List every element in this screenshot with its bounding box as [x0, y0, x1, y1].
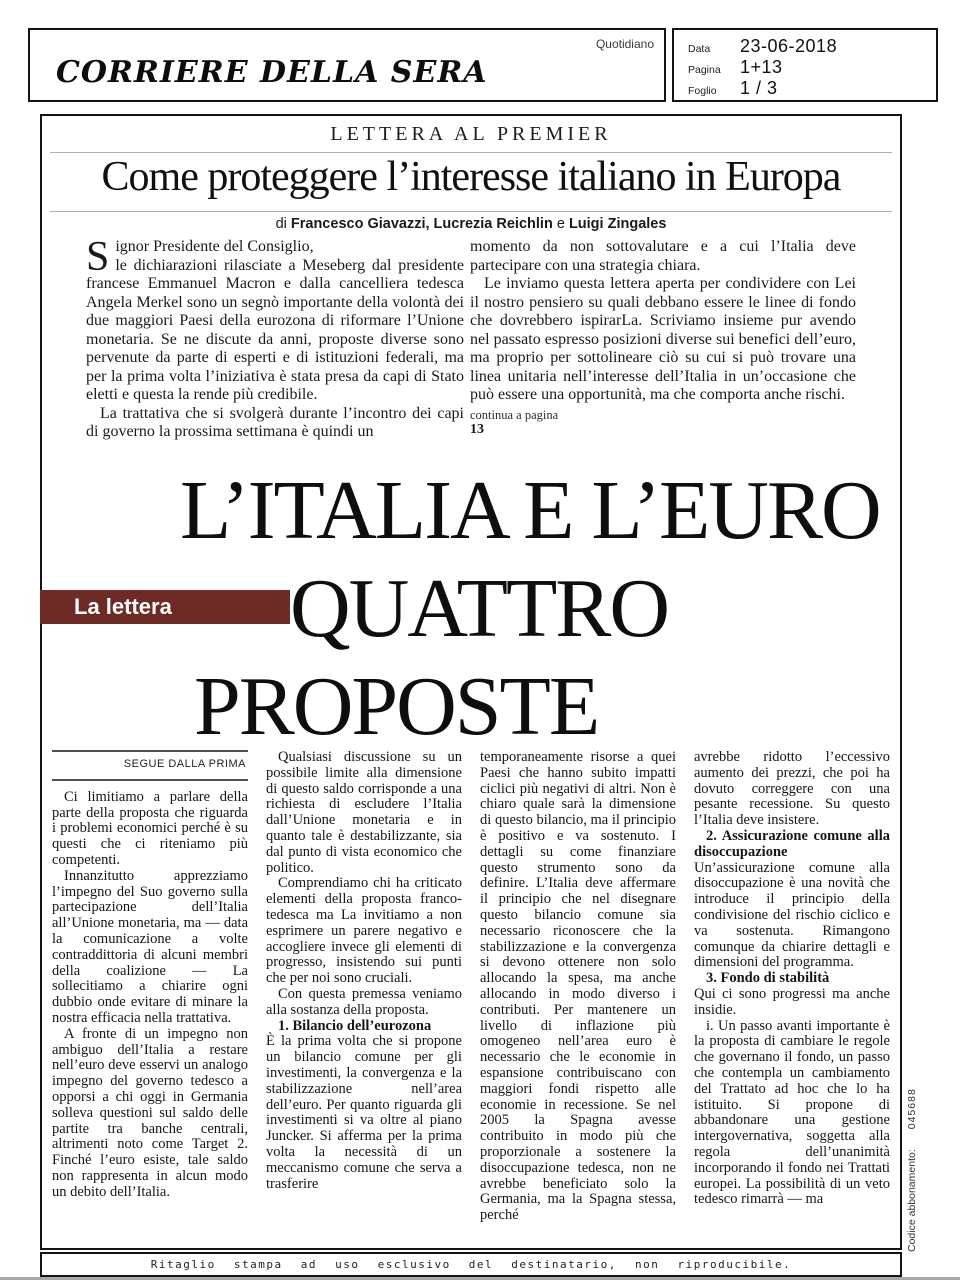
intro-column-2 — [470, 238, 856, 466]
meta-row-data — [688, 36, 936, 57]
article-clip-frame — [40, 114, 902, 1250]
feature-headline-line-3: PROPOSTE — [194, 660, 599, 753]
subscription-code-label: Codice abbonamento: — [906, 1149, 918, 1252]
body-column-1 — [52, 750, 248, 1250]
body-column-3 — [480, 750, 676, 1250]
ritaglio-stampa-notice: Ritaglio stampa ad uso esclusivo del destinatario, non riproducibile. — [40, 1252, 902, 1277]
byline-author-2: Luigi Zingales — [568, 216, 667, 232]
body-paragraph: Qui ci sono progressi ma anche insidie. — [694, 985, 890, 1018]
section-tag-bar — [40, 590, 290, 624]
segue-dalla-prima-label: SEGUE DALLA PRIMA — [52, 750, 248, 781]
continua-page-number: 13 — [470, 421, 484, 437]
subhead-assicurazione-comune: 2. Assicurazione comune alla disoccupazione — [694, 827, 890, 860]
front-headline: Come proteggere l’interesse italiano in Europa — [101, 154, 841, 200]
intro-column-1 — [86, 238, 464, 466]
body-paragraph: Un’assicurazione comune alla disoccupazione è una novità che introduce il principio della condivisione del rischio ciclico e va sostenuta. Rimangono comunque da chiarire dettagli e dimensioni del programma. — [694, 859, 890, 971]
meta-row-foglio — [688, 78, 936, 99]
feature-headline-line-1: L’ITALIA E L’EURO — [180, 464, 880, 557]
subhead-bilancio-eurozona: 1. Bilancio dell’eurozona — [278, 1017, 432, 1034]
meta-label-pagina: Pagina — [688, 64, 721, 76]
intro-paragraph-1 — [86, 238, 464, 405]
intro-paragraph-4: Le inviamo questa lettera aperta per condividere con Lei il nostro pensiero su quali debbano essere le linee di fondo che dovrebbero ispirarLa. Scriviamo insieme pur avendo nel passato espresso posizioni diverse sui benefici dell’euro, ma proprio per sottolineare ciò su cui si può trovare una linea unitaria nell’interesse dell’Italia in un’occasione che può essere una opportunità, ma che comporta anche rischi. — [470, 275, 856, 403]
meta-label-foglio: Foglio — [688, 85, 717, 97]
subscription-code-value: 045688 — [906, 1088, 918, 1130]
body-paragraph: i. Un passo avanti importante è la proposta di cambiare le regole che governano il fondo, un passo che contempla un cambiamento del Trattato ad hoc che lo ha istituito. Si propone di abbandonare una gestione intergovernativa, soggetta alla regola dell’unanimità incorporando il fondo nei Trattati europei. La possibilità di un veto tedesco rimarrà — ma — [694, 1017, 890, 1208]
intro-p1-line1: ignor Presidente del Consiglio, — [115, 238, 314, 255]
feature-headline-line-2: QUATTRO — [290, 562, 668, 655]
byline-authors: Francesco Giavazzi, Lucrezia Reichlin — [290, 216, 553, 232]
clipping-meta-box — [672, 28, 938, 102]
body-paragraph: Innanzitutto apprezziamo l’impegno del Suo governo sulla partecipazione dell’Italia all’Unione monetaria, ma — data la comunicazione a volte contraddittoria di alcuni membri della coalizione — La sollecitiamo a chiarire ogni dubbio onde evitare di minare la nostra efficacia nella trattativa. — [52, 867, 248, 1026]
section-tag-label: La lettera — [74, 594, 172, 619]
newspaper-logo: CORRIERE DELLA SERA — [56, 55, 488, 90]
byline-conjunction: e — [556, 216, 565, 232]
body-paragraph: Qualsiasi discussione su un possibile limite alla dimensione di questo saldo corrisponde a una richiesta di escludere l’Italia dall’Unione monetaria e in quanto tale è destabilizzante, sia dal punto di vista economico che politico. — [266, 750, 462, 876]
intro-paragraph-2: La trattativa che si svolgerà durante l’incontro dei capi di governo la prossima settimana è quindi un — [86, 404, 464, 440]
meta-value-pagina: 1+13 — [740, 57, 783, 77]
meta-label-data: Data — [688, 43, 711, 55]
body-paragraph: Con questa premessa veniamo alla sostanza della proposta. — [266, 985, 462, 1018]
continua-label: continua a pagina — [470, 407, 559, 422]
meta-value-date: 23-06-2018 — [740, 36, 838, 56]
body-paragraph: È la prima volta che si propone un bilancio comune per gli investimenti, la convergenza e la stabilizzazione nell’area dell’euro. Per quanto riguarda gli investimenti si va oltre al piano Juncker. Si afferma per la prima volta la necessità di un meccanismo comune che serva a trasferire — [266, 1033, 462, 1192]
body-column-4 — [694, 750, 890, 1250]
intro-paragraph-3: momento da non sottovalutare e a cui l’Italia deve partecipare con una strategia chiara. — [470, 238, 856, 274]
kicker: LETTERA AL PREMIER — [330, 123, 612, 145]
subscription-code-text — [906, 1088, 918, 1252]
masthead-logo-box — [28, 28, 666, 102]
body-paragraph: temporaneamente risorse a quei Paesi che hanno subito impatti ciclici più negativi di altri. Non è chiaro quale sarà la dimensione di questo bilancio, ma il principio è positivo e va sostenuto. I dettagli su come finanziare questo strumento sono da definire. L’Italia deve affermare il principio che nel disegnare questo bilancio comune sia necessario riconoscere che la stabilizzazione e la convergenza si devono ottenere non solo allocando la spesa, ma anche allocando in modo diverso i contributi. Per mantenere un livello di inflazione più omogeneo nell’area euro è necessario che le economie in espansione contribuiscano con maggiori fondi rispetto alle economie in recessione. Se nel 2005 la Spagna avesse contribuito in modo più che proporzionale a sostenere la disoccupazione tedesca, non ne avrebbe beneficiato solo la Germania, ma la Spagna stessa, perché — [480, 750, 676, 1224]
byline — [42, 216, 900, 232]
body-paragraph: Comprendiamo chi ha criticato elementi della proposta franco-tedesca ma La invitiamo a non esprimere un parere negativo e accogliere invece gli elementi di progresso, insistendo sui punti che per noi sono cruciali. — [266, 875, 462, 987]
meta-row-pagina — [688, 57, 936, 78]
subhead-fondo-stabilita: 3. Fondo di stabilità — [706, 970, 830, 987]
body-paragraph: Ci limitiamo a parlare della parte della proposta che riguarda i problemi economici perché è su questi che ci riteniamo più competenti. — [52, 788, 248, 868]
dropcap: S — [86, 238, 110, 280]
byline-prefix: di — [275, 216, 287, 232]
body-paragraph: avrebbe ridotto l’eccessivo aumento dei prezzi, che poi ha dovuto correggere con una pesante recessione. Su questo l’Italia deve insistere. — [694, 750, 890, 829]
rule-above-byline — [50, 211, 892, 212]
intro-p1-rest: le dichiarazioni rilasciate a Meseberg dal presidente francese Emmanuel Macron e dalla cancelliera tedesca Angela Merkel sono un segnò importante della volontà dei due maggiori Paesi della eurozona di riformare l’Unione monetaria. Se ne discute da anni, proposte diverse sono pervenute da parte di esperti e di istituzioni federali, ma per la prima volta l’iniziativa è stata presa da capi di Stato eletti e questa la rende più credibile. — [86, 256, 464, 403]
publication-type-label: Quotidiano — [595, 37, 654, 51]
meta-value-foglio: 1 / 3 — [740, 78, 778, 98]
body-column-2 — [266, 750, 462, 1250]
body-paragraph: A fronte di un impegno non ambiguo dell’Italia a restare nell’euro deve esservi un analogo impegno del governo tedesco a opporsi a chi oggi in Germania solleva questioni sul saldo delle partite tra banche centrali, altrimenti noto come Target 2. Finché l’euro esiste, tale saldo non rappresenta in alcun modo un debito dell’Italia. — [52, 1025, 248, 1200]
